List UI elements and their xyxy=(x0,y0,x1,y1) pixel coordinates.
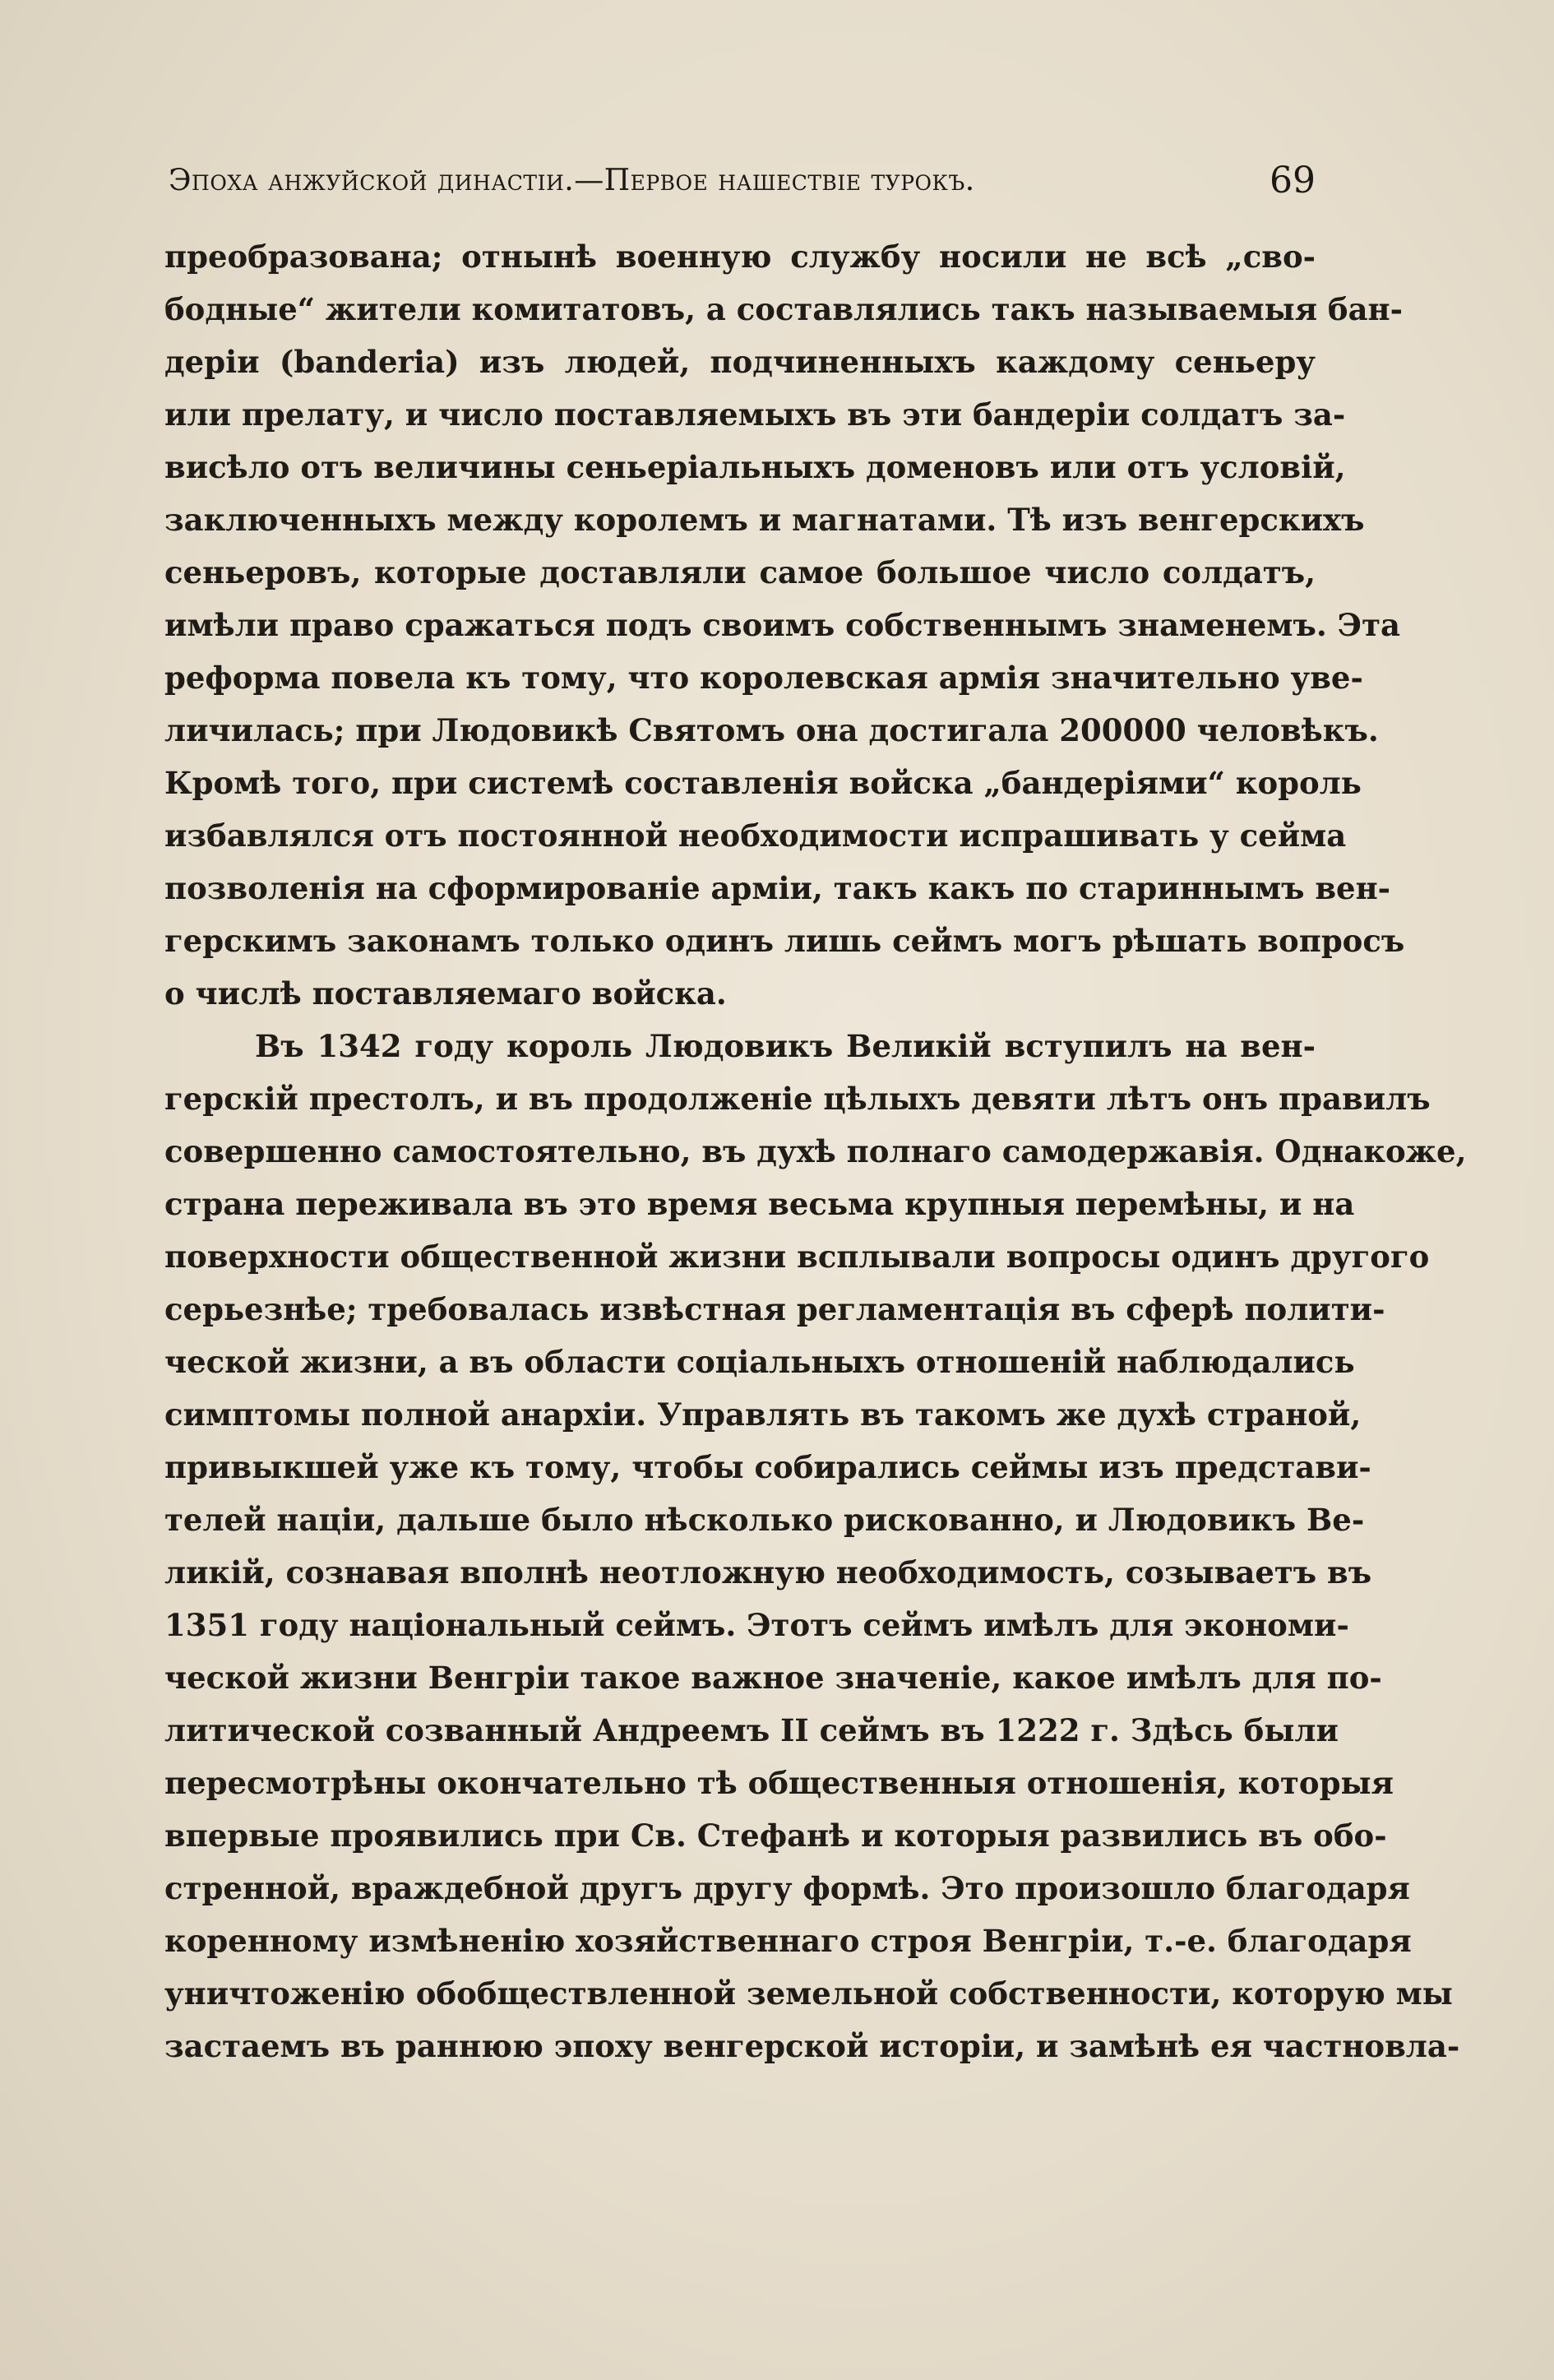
text-line: страна переживала въ это время весьма крупныя перемѣны, и на xyxy=(164,1186,1355,1222)
text-line: или прелату, и число поставляемыхъ въ эти бандеріи солдатъ за- xyxy=(164,396,1346,433)
text-line: ческой жизни Венгріи такое важное значеніе, какое имѣлъ для по- xyxy=(164,1660,1382,1696)
text-line: серьезнѣе; требовалась извѣстная регламентація въ сферѣ полити- xyxy=(164,1291,1385,1327)
text-line: стренной, враждебной другъ другу формѣ. Это произошло благодаря xyxy=(164,1870,1410,1906)
text-line: совершенно самостоятельно, въ духѣ полнаго самодержавія. Однакоже, xyxy=(164,1133,1467,1169)
paragraph-1 xyxy=(164,230,1405,1020)
text-line: висѣло отъ величины сеньеріальныхъ доменовъ или отъ условій, xyxy=(164,449,1346,485)
running-title: Эпоха анжуйской династіи.—Первое нашествіе турокъ. xyxy=(169,164,975,197)
text-line: герскій престолъ, и въ продолженіе цѣлыхъ девяти лѣтъ онъ правилъ xyxy=(164,1081,1431,1117)
text-line: ческой жизни, а въ области соціальныхъ отношеній наблюдались xyxy=(164,1344,1355,1380)
text-line: впервые проявились при Св. Стефанѣ и которыя развились въ обо- xyxy=(164,1817,1387,1854)
text-line: телей націи, дальше было нѣсколько рискованно, и Людовикъ Ве- xyxy=(164,1502,1365,1538)
paragraph-2 xyxy=(164,1020,1467,2072)
page-number: 69 xyxy=(1270,160,1316,201)
text-line: сеньеровъ, которые доставляли самое большое число солдатъ, xyxy=(164,554,1316,590)
text-line: пересмотрѣны окончательно тѣ общественныя отношенія, которыя xyxy=(164,1765,1394,1801)
text-line: личилась; при Людовикѣ Святомъ она достигала 200000 человѣкъ. xyxy=(164,712,1379,748)
text-line: деріи (banderia) изъ людей, подчиненныхъ каждому сеньеру xyxy=(164,344,1316,380)
text-line: коренному измѣненію хозяйственнаго строя Венгріи, т.-е. благодаря xyxy=(164,1923,1412,1959)
text-line: избавлялся отъ постоянной необходимости испрашивать у сейма xyxy=(164,817,1347,854)
text-line: реформа повела къ тому, что королевская армія значительно уве- xyxy=(164,660,1363,696)
text-line: бодные“ жители комитатовъ, а составлялись такъ называемыя бан- xyxy=(164,291,1403,327)
text-line: о числѣ поставляемаго войска. xyxy=(164,975,727,1012)
text-line: застаемъ въ раннюю эпоху венгерской исторіи, и замѣнѣ ея частновла- xyxy=(164,2028,1460,2064)
text-line: симптомы полной анархіи. Управлять въ такомъ же духѣ страной, xyxy=(164,1396,1362,1433)
text-line: Кромѣ того, при системѣ составленія войска „бандеріями“ король xyxy=(164,765,1362,801)
text-line: Въ 1342 году король Людовикъ Великій вступилъ на вен- xyxy=(255,1028,1316,1064)
text-line: герскимъ законамъ только одинъ лишь сеймъ могъ рѣшать вопросъ xyxy=(164,923,1405,959)
text-line: заключенныхъ между королемъ и магнатами. Тѣ изъ венгерскихъ xyxy=(164,502,1365,538)
text-line: литической созванный Андреемъ II сеймъ въ 1222 г. Здѣсь были xyxy=(164,1712,1339,1748)
text-line: позволенія на сформированіе арміи, такъ какъ по стариннымъ вен- xyxy=(164,870,1391,906)
text-line: поверхности общественной жизни всплывали вопросы одинъ другого xyxy=(164,1239,1430,1275)
text-line: ликій, сознавая вполнѣ неотложную необходимость, созываетъ въ xyxy=(164,1554,1372,1591)
text-line: имѣли право сражаться подъ своимъ собственнымъ знаменемъ. Эта xyxy=(164,607,1400,643)
text-line: 1351 году національный сеймъ. Этотъ сеймъ имѣлъ для экономи- xyxy=(164,1607,1349,1643)
text-line: преобразована; отнынѣ военную службу носили не всѣ „сво- xyxy=(164,238,1316,275)
text-line: уничтоженію обобществленной земельной собственности, которую мы xyxy=(164,1975,1453,2012)
running-head xyxy=(169,156,1316,214)
body-text xyxy=(164,230,1467,2072)
text-line: привыкшей уже къ тому, чтобы собирались сеймы изъ представи- xyxy=(164,1449,1371,1485)
